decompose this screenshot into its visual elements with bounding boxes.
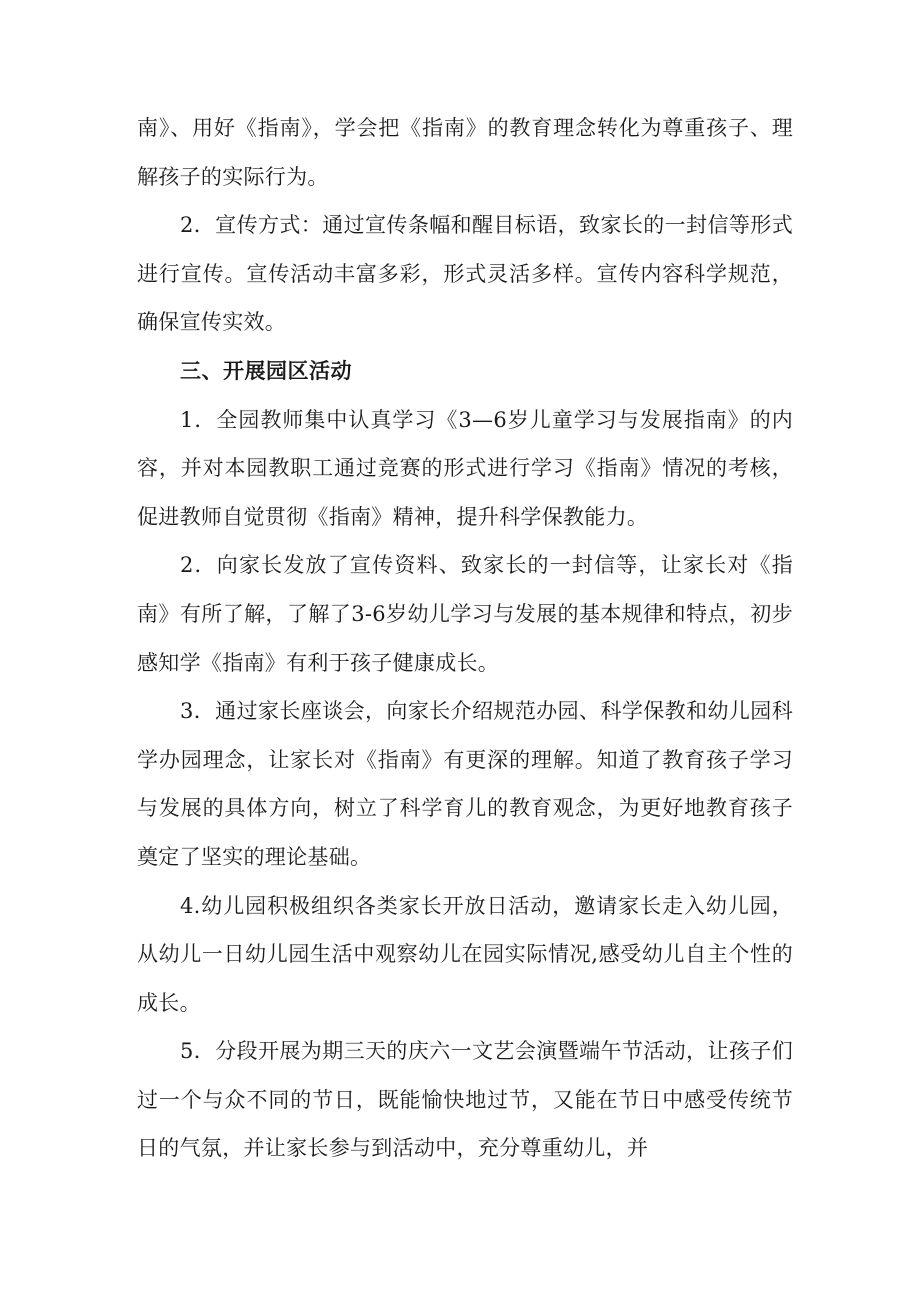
section-heading: 三、开展园区活动 xyxy=(180,358,352,383)
document-body xyxy=(137,104,793,1173)
paragraph-publicity-method: 2．宣传方式：通过宣传条幅和醒目标语，致家长的一封信等形式进行宣传。宣传活动丰富多彩，形式灵活多样。宣传内容科学规范，确保宣传实效。 xyxy=(137,213,793,335)
paragraph-item-5: 5．分段开展为期三天的庆六一文艺会演暨端午节活动，让孩子们过一个与众不同的节日，既能愉快地过节，又能在节日中感受传统节日的气氛，并让家长参与到活动中，充分尊重幼儿，并 xyxy=(137,1039,793,1161)
paragraph-item-1: 1．全园教师集中认真学习《3—6岁儿童学习与发展指南》的内容，并对本园教职工通过竞赛的形式进行学习《指南》情况的考核，促进教师自觉贯彻《指南》精神，提升科学保教能力。 xyxy=(137,407,793,529)
paragraph-item-4: 4.幼儿园积极组织各类家长开放日活动，邀请家长走入幼儿园，从幼儿一日幼儿园生活中观察幼儿在园实际情况,感受幼儿自主个性的成长。 xyxy=(137,893,793,1015)
paragraph-item-2: 2．向家长发放了宣传资料、致家长的一封信等，让家长对《指南》有所了解，了解了3-6岁幼儿学习与发展的基本规律和特点，初步感知学《指南》有利于孩子健康成长。 xyxy=(137,553,793,675)
paragraph-continuation: 南》、用好《指南》，学会把《指南》的教育理念转化为尊重孩子、理解孩子的实际行为。 xyxy=(137,116,793,189)
paragraph-item-3: 3．通过家长座谈会，向家长介绍规范办园、科学保教和幼儿园科学办园理念，让家长对《指南》有更深的理解。知道了教育孩子学习与发展的具体方向，树立了科学育儿的教育观念，为更好地教育孩子奠定了坚实的理论基础。 xyxy=(137,699,793,869)
